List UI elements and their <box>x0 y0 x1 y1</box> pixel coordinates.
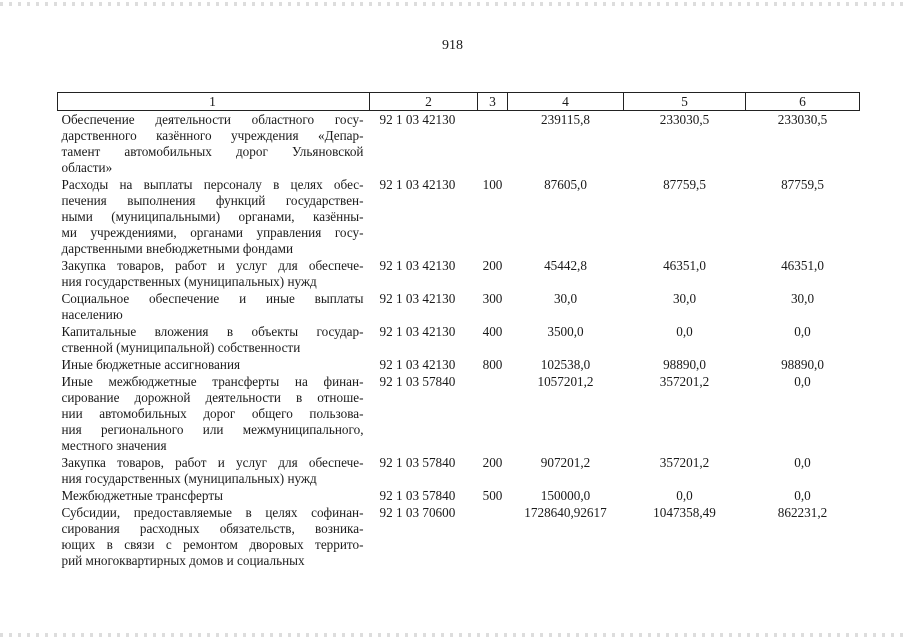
row-value-col6: 98890,0 <box>781 357 824 372</box>
row-name-line: Субсидии, предоставляемые в целях софинан- <box>61 505 364 520</box>
row-value-col6: 46351,0 <box>781 258 824 273</box>
row-value-col4: 30,0 <box>553 291 578 306</box>
table-row <box>58 454 860 487</box>
row-value-col6: 0,0 <box>794 455 811 470</box>
row-value-col4: 239115,8 <box>541 112 590 127</box>
row-value-col4: 45442,8 <box>544 258 587 273</box>
row-expense-type: 400 <box>482 324 503 339</box>
row-value-col6: 87759,5 <box>781 177 824 192</box>
row-code: 92 1 03 42130 <box>379 291 456 306</box>
row-expense-type <box>478 373 508 454</box>
header-row <box>58 93 860 111</box>
row-value-col6: 233030,5 <box>777 112 828 127</box>
row-name-line: нии автомобильных дорог общего пользова- <box>61 406 364 421</box>
row-expense-type <box>478 111 508 177</box>
table-row <box>58 290 860 323</box>
row-name <box>58 257 370 290</box>
table-row <box>58 257 860 290</box>
row-name-line: тамент автомобильных дорог Ульяновской <box>61 144 364 159</box>
header-col-1: 1 <box>58 93 370 111</box>
row-name-line: печения выполнения функций государствен- <box>61 193 364 208</box>
row-value-col5: 98890,0 <box>663 357 706 372</box>
row-name <box>58 290 370 323</box>
row-name <box>58 356 370 373</box>
table-row <box>58 356 860 373</box>
row-value-col4: 102538,0 <box>540 357 591 372</box>
row-expense-type: 500 <box>482 488 503 503</box>
row-name-line: Закупка товаров, работ и услуг для обеспече- <box>61 258 364 273</box>
row-code: 92 1 03 70600 <box>379 505 456 520</box>
row-value-col6: 862231,2 <box>777 505 828 520</box>
row-name-line: области» <box>61 160 113 175</box>
row-value-col5: 233030,5 <box>659 112 710 127</box>
table-row <box>58 176 860 257</box>
row-name-line: Закупка товаров, работ и услуг для обеспече- <box>61 455 364 470</box>
row-value-col4: 3500,0 <box>547 324 584 339</box>
row-code: 92 1 03 42130 <box>379 357 456 372</box>
header-col-2: 2 <box>370 93 478 111</box>
row-value-col6: 0,0 <box>794 488 811 503</box>
row-name-line: ными (муниципальными) органами, казённы- <box>61 209 364 224</box>
table-row <box>58 323 860 356</box>
row-name-line: Капитальные вложения в объекты государ- <box>61 324 364 339</box>
row-code: 92 1 03 57840 <box>379 488 456 503</box>
row-name-line: дарственными внебюджетными фондами <box>61 241 294 256</box>
row-expense-type: 300 <box>482 291 503 306</box>
row-value-col5: 30,0 <box>672 291 697 306</box>
row-name-line: населению <box>61 307 123 322</box>
table-row <box>58 487 860 504</box>
row-value-col6: 0,0 <box>794 374 811 389</box>
row-name-line: Иные бюджетные ассигнования <box>61 357 241 372</box>
row-value-col5: 0,0 <box>676 324 693 339</box>
row-expense-type <box>478 504 508 569</box>
row-code: 92 1 03 42130 <box>379 177 456 192</box>
row-code: 92 1 03 42130 <box>379 112 456 127</box>
row-name-line: ния государственных (муниципальных) нужд <box>61 274 317 289</box>
row-name <box>58 454 370 487</box>
row-name <box>58 176 370 257</box>
header-col-4: 4 <box>508 93 624 111</box>
row-name-line: рий многоквартирных домов и социальных <box>61 553 305 568</box>
row-expense-type: 100 <box>482 177 503 192</box>
row-name-line: сирования расходных обязательств, возника- <box>61 521 364 536</box>
row-value-col5: 46351,0 <box>663 258 706 273</box>
row-value-col6: 30,0 <box>790 291 815 306</box>
table-row <box>58 373 860 454</box>
row-code: 92 1 03 42130 <box>379 258 456 273</box>
table-row <box>58 504 860 569</box>
row-value-col4: 907201,2 <box>540 455 591 470</box>
budget-table <box>57 92 860 569</box>
header-col-6: 6 <box>746 93 860 111</box>
page-number: 918 <box>442 38 463 53</box>
row-value-col4: 150000,0 <box>540 488 591 503</box>
row-name <box>58 323 370 356</box>
row-expense-type: 200 <box>482 258 503 273</box>
row-name-line: ющих в связи с ремонтом дворовых террито- <box>61 537 364 552</box>
row-value-col4: 1728640,92617 <box>524 505 607 520</box>
row-value-col6: 0,0 <box>794 324 811 339</box>
row-value-col4: 1057201,2 <box>537 374 594 389</box>
row-value-col5: 1047358,49 <box>653 505 716 520</box>
row-value-col5: 0,0 <box>676 488 693 503</box>
header-col-3: 3 <box>478 93 508 111</box>
row-name-line: дарственного казённого учреждения «Депар- <box>61 128 364 143</box>
row-name-line: сирование дорожной деятельности в отноше- <box>61 390 364 405</box>
row-code: 92 1 03 57840 <box>379 455 456 470</box>
row-name <box>58 504 370 569</box>
scan-edge-top <box>0 2 905 6</box>
row-name-line: Расходы на выплаты персоналу в целях обес- <box>61 177 364 192</box>
row-name-line: местного значения <box>61 438 167 453</box>
row-value-col5: 87759,5 <box>663 177 706 192</box>
row-name-line: ственной (муниципальной) собственности <box>61 340 301 355</box>
row-value-col4: 87605,0 <box>544 177 587 192</box>
row-value-col5: 357201,2 <box>659 374 710 389</box>
row-name-line: Межбюджетные трансферты <box>61 488 223 503</box>
row-code: 92 1 03 42130 <box>379 324 456 339</box>
row-name-line: Обеспечение деятельности областного госу- <box>61 112 364 127</box>
row-value-col5: 357201,2 <box>659 455 710 470</box>
table-body <box>58 111 860 570</box>
row-expense-type: 800 <box>482 357 503 372</box>
row-name <box>58 373 370 454</box>
row-name-line: Социальное обеспечение и иные выплаты <box>61 291 364 306</box>
row-name-line: ния государственных (муниципальных) нужд <box>61 471 317 486</box>
scan-edge-bottom <box>0 633 905 637</box>
row-name-line: ния регионального или межмуниципального, <box>61 422 364 437</box>
header-col-5: 5 <box>624 93 746 111</box>
row-code: 92 1 03 57840 <box>379 374 456 389</box>
row-name <box>58 487 370 504</box>
row-name-line: Иные межбюджетные трансферты на финан- <box>61 374 364 389</box>
row-name <box>58 111 370 177</box>
row-name-line: ми учреждениями, органами управления госу- <box>61 225 364 240</box>
row-expense-type: 200 <box>482 455 503 470</box>
table-row <box>58 111 860 177</box>
